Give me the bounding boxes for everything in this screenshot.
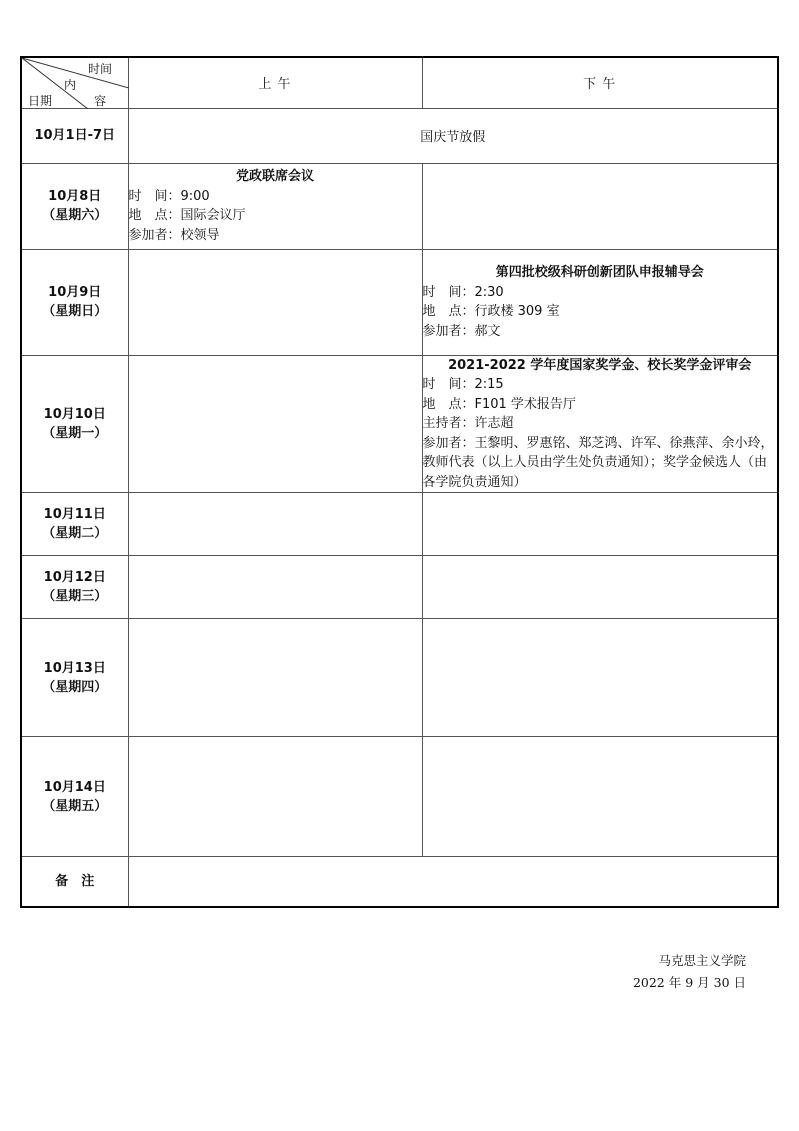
empty-cell-oct14-pm [422,737,778,857]
empty-cell-oct8-pm [422,163,778,249]
row-oct11 [21,493,778,556]
weekday-label: （星期六） [42,208,108,223]
event-place: 地 点：F101 学术报告厅 [422,396,576,412]
empty-cell-oct12-am [128,556,422,619]
event-title: 第四批校级科研创新团队申报辅导会 [495,265,704,280]
event-oct10-pm [422,355,778,493]
date-label: 10月12日 [43,570,106,585]
notes-label: 备 注 [55,873,95,889]
date-label: 10月13日 [43,660,106,676]
footer-date: 2022 年 9 月 30 日 [632,975,746,990]
footer-organization: 马克思主义学院 [658,953,746,968]
date-cell-holiday [21,108,128,163]
date-cell-oct9 [21,249,128,355]
header-date-label: 日期 [28,94,53,108]
date-label: 10月8日 [48,189,102,204]
date-cell-oct13 [21,619,128,737]
event-title: 党政联席会议 [235,169,314,184]
date-label: 10月11日 [43,507,106,522]
row-oct13 [21,619,778,737]
event-title: 2021-2022 学年度国家奖学金、校长奖学金评审会 [448,357,752,373]
header-morning: 上 午 [128,57,422,108]
event-place: 地 点：国际会议厅 [128,208,246,223]
empty-cell-oct11-am [128,493,422,556]
event-time: 时 间：9:00 [128,188,210,204]
row-oct12 [21,556,778,619]
row-oct9 [21,249,778,355]
date-cell-oct12 [21,556,128,619]
date-cell-oct10 [21,355,128,493]
weekday-label: （星期一） [42,425,108,441]
date-cell-oct8 [21,163,128,249]
date-cell-oct11 [21,493,128,556]
weekday-label: （星期日） [42,304,108,319]
weekday-label: （星期五） [42,798,108,814]
event-attendees: 参加者：王黎明、罗惠铭、郑芝鸿、许军、徐燕萍、余小玲，教师代表（以上人员由学生处负责通知）；奖学金候选人（由各学院负责通知） [422,435,774,490]
header-afternoon: 下 午 [422,57,778,108]
event-oct8-am [128,163,422,249]
header-content-label-2: 容 [94,94,107,108]
row-oct10 [21,355,778,493]
header-time-label: 时间 [88,62,113,76]
date-label: 10月14日 [43,779,106,795]
notes-label-cell [21,857,128,907]
date-label: 10月1日-7日 [34,128,116,143]
event-place: 地 点：行政楼 309 室 [422,304,560,319]
empty-cell-oct9-am [128,249,422,355]
empty-cell-oct14-am [128,737,422,857]
date-label: 10月9日 [48,285,102,300]
weekly-schedule-table [20,56,779,908]
event-attendees: 参加者：校领导 [128,227,220,243]
date-cell-oct14 [21,737,128,857]
row-oct14 [21,737,778,857]
header-row [21,57,778,108]
weekday-label: （星期二） [42,526,108,541]
header-content-label: 内 [64,78,77,92]
row-notes [21,857,778,907]
empty-cell-oct13-pm [422,619,778,737]
date-label: 10月10日 [43,406,106,422]
event-host: 主持者：许志超 [422,416,514,431]
header-corner-cell [21,57,128,108]
empty-cell-oct12-pm [422,556,778,619]
event-attendees: 参加者：郝文 [422,323,501,339]
empty-cell-oct10-am [128,355,422,493]
weekday-label: （星期三） [42,589,108,604]
empty-cell-oct13-am [128,619,422,737]
event-oct9-pm [422,249,778,355]
holiday-cell: 国庆节放假 [128,108,778,163]
event-time: 时 间：2:30 [422,284,504,300]
row-holiday [21,108,778,163]
row-oct8 [21,163,778,249]
empty-cell-oct11-pm [422,493,778,556]
event-time: 时 间：2:15 [422,377,504,392]
notes-cell [128,857,778,907]
weekday-label: （星期四） [42,679,108,695]
